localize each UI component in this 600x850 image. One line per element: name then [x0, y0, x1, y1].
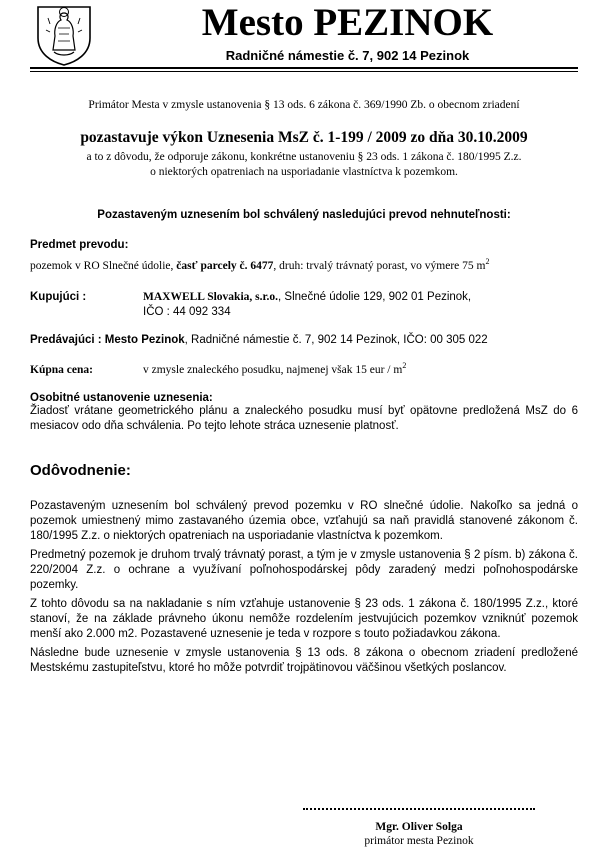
subject-label: Predmet prevodu: [30, 239, 129, 251]
seller-name: Mesto Pezinok [101, 334, 185, 346]
justification-paragraph-3: Z tohto dôvodu sa na nakladanie s ním vzťahuje ustanovenie § 23 ods. 1 zákona č. 180/1995 Z.z., ktoré stanoví, že na základe právneho úkonu nemôže rozdelením jestvujúcich pozemkov vzniknúť pozemok menší ako 2.000 m2. Pozastavené uznesenie je teda v rozpore s touto požiadavkou zákona. [30, 598, 578, 640]
subject-parcel: časť parcely č. 6477 [176, 260, 274, 272]
signature-name: Mgr. Oliver Solga [375, 821, 463, 833]
buyer-address: , Slnečné údolie 129, 902 01 Pezinok, [278, 291, 472, 303]
price-label: Kúpna cena: [30, 364, 93, 376]
transfer-heading: Pozastaveným uznesením bol schválený nasledujúci prevod nehnuteľnosti: [97, 209, 511, 221]
justification-paragraph-4: Následne bude uznesenie v zmysle ustanovenia § 13 ods. 8 zákona o obecnom zriadení predložené Mestskému zastupiteľstvu, ktoré ho môže potvrdiť trojpätinovou väčšinou všetkých poslancov. [30, 647, 578, 674]
price-sup: 2 [402, 361, 407, 370]
page-title: Mesto PEZINOK [201, 1, 494, 44]
decision-reason-line2: o niektorých opatreniach na usporiadanie vlastníctva k pozemkom. [150, 166, 458, 178]
header-address: Radničné námestie č. 7, 902 14 Pezinok [225, 48, 470, 63]
seller-label: Predávajúci : [30, 334, 102, 346]
buyer-label: Kupujúci : [30, 291, 87, 303]
signature-line [303, 808, 535, 810]
special-label: Osobitné ustanovenie uznesenia: [30, 392, 213, 404]
justification-heading: Odôvodnenie: [30, 462, 131, 479]
decision-reason-line1: a to z dôvodu, že odporuje zákonu, konkrétne ustanoveniu § 23 ods. 1 zákona č. 180/1995 Z.z. [86, 151, 522, 163]
price-text: v zmysle znaleckého posudku, najmenej však 15 eur / m [143, 364, 403, 376]
header-divider-thin [30, 71, 578, 72]
justification-paragraph-2: Predmetný pozemok je druhom trvalý trávnatý porast, a tým je v zmysle ustanovenia § 2 písm. b) zákona č. 220/2004 Z.z. o ochrane a využívaní poľnohospodárskej pôdy zaradený medzi poľnohospodárske pozemky. [30, 549, 578, 591]
subject-text [30, 259, 489, 274]
city-coat-of-arms [34, 4, 94, 66]
header-divider [30, 67, 578, 69]
seller-line [30, 333, 488, 348]
intro-text: Primátor Mesta v zmysle ustanovenia § 13 ods. 6 zákona č. 369/1990 Zb. o obecnom zriadení [88, 99, 520, 111]
buyer-ico: IČO : 44 092 334 [143, 306, 231, 318]
special-text: Žiadosť vrátane geometrického plánu a znaleckého posudku musí byť opätovne predložená MsZ do 6 mesiacov odo dňa schválenia. Po tejto lehote stráca uznesenie platnosť. [30, 405, 578, 432]
seller-details: , Radničné námestie č. 7, 902 14 Pezinok, IČO: 00 305 022 [184, 334, 488, 346]
subject-sup: 2 [485, 257, 490, 266]
buyer-name: MAXWELL Slovakia, s.r.o. [143, 291, 279, 303]
signature-role: primátor mesta Pezinok [364, 835, 474, 847]
subject-text-c: , druh: trvalý trávnatý porast, vo výmere 75 m [273, 260, 486, 272]
decision-headline: pozastavuje výkon Uznesenia MsZ č. 1-199 / 2009 zo dňa 30.10.2009 [80, 129, 528, 146]
buyer-line [143, 290, 471, 305]
price-line [143, 363, 406, 378]
justification-paragraph-1: Pozastaveným uznesením bol schválený prevod pozemku v RO slnečné údolie. Nakoľko sa jedná o pozemok umiestnený mimo zastavaného územia obce, vzťahujú sa naň pravidlá stanovené zákonom č. 180/1995 Z.z. o niektorých opatreniach na usporiadanie vlastníctva k pozemkom. [30, 500, 578, 542]
subject-text-a: pozemok v RO Slnečné údolie, [30, 260, 177, 272]
